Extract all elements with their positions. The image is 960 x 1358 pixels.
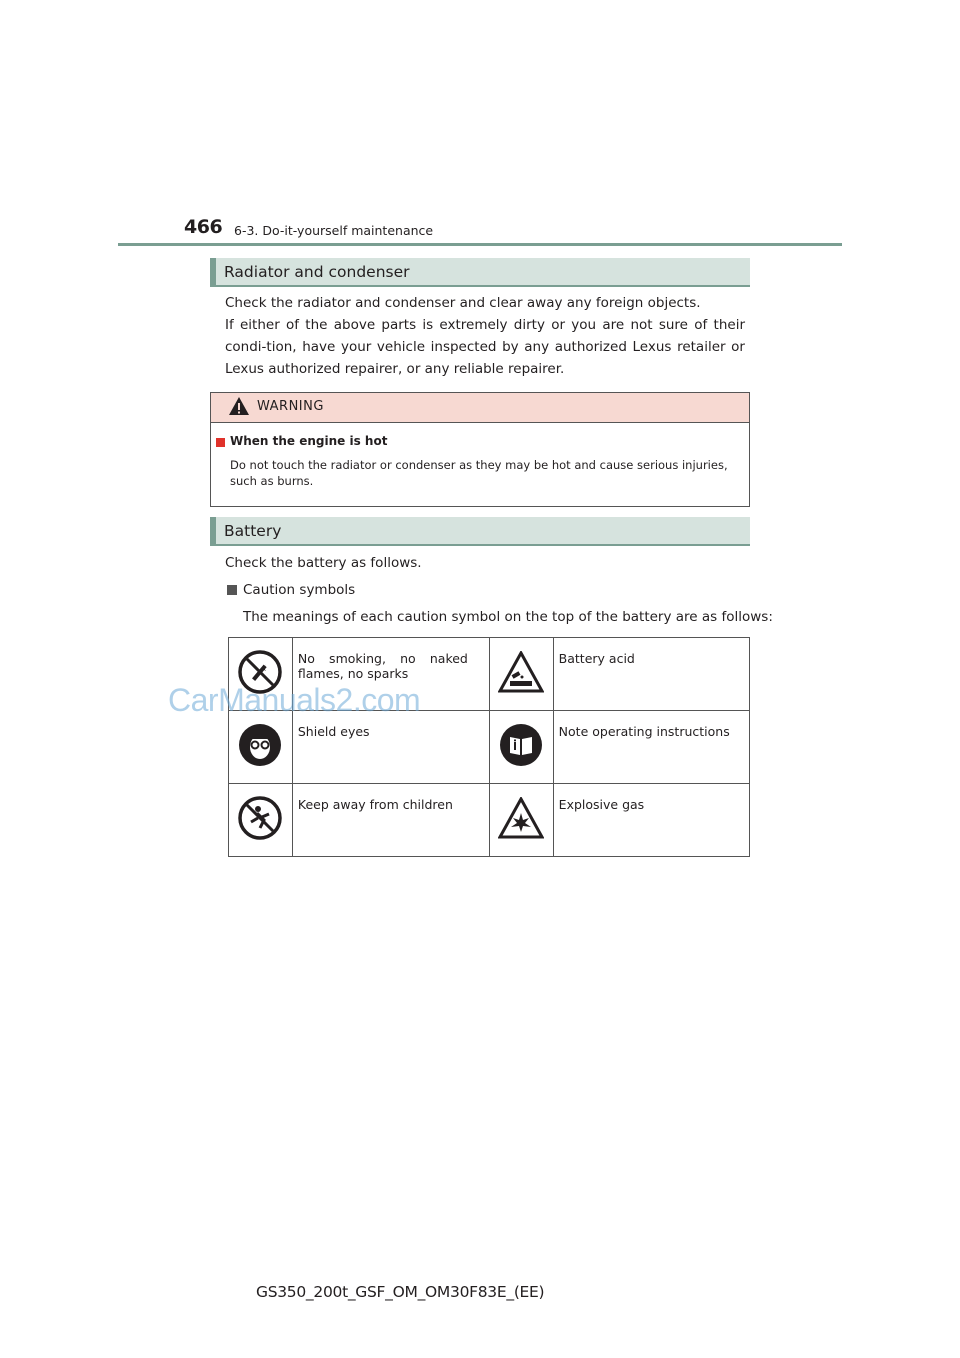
battery-heading-text: Battery	[224, 522, 282, 540]
warning-bullet-icon	[216, 438, 225, 447]
radiator-line2: If either of the above parts is extremely dirty or you are not sure of their condi-tion, have your vehicle inspected by any authorized Lexus retailer or Lexus authorized repairer, or any reliable repairer.	[225, 317, 745, 377]
symbol-text: Note operating instructions	[553, 711, 749, 784]
warning-box	[210, 392, 750, 507]
header-rule	[118, 243, 842, 246]
warning-text: Do not touch the radiator or condenser as they may be hot and cause serious injuries, such as burns.	[230, 458, 728, 488]
caution-symbols-table	[228, 637, 750, 857]
symbol-text: Battery acid	[553, 638, 749, 711]
table-row	[229, 711, 750, 784]
warning-triangle-icon	[228, 396, 250, 416]
watermark: CarManuals2.com	[168, 682, 421, 718]
symbol-cell	[489, 784, 553, 857]
symbol-cell	[489, 711, 553, 784]
keep-away-children-icon	[238, 796, 282, 840]
caution-symbols-heading: Caution symbols	[243, 582, 356, 598]
operating-instructions-icon	[499, 723, 543, 767]
warning-title: When the engine is hot	[230, 434, 388, 448]
symbol-text: Explosive gas	[553, 784, 749, 857]
shield-eyes-icon	[238, 723, 282, 767]
section-breadcrumb: 6-3. Do-it-yourself maintenance	[234, 223, 434, 238]
symbol-text: Shield eyes	[292, 711, 489, 784]
symbol-text: No smoking, no naked flames, no sparks	[292, 638, 489, 711]
document-code-footer: GS350_200t_GSF_OM_OM30F83E_(EE)	[256, 1283, 545, 1301]
battery-acid-icon	[498, 651, 544, 693]
battery-intro: Check the battery as follows.	[225, 555, 422, 571]
symbol-cell	[229, 784, 293, 857]
radiator-line1: Check the radiator and condenser and clear away any foreign objects.	[225, 295, 701, 311]
battery-heading	[210, 517, 750, 546]
symbol-text: Keep away from children	[292, 784, 489, 857]
bullet-square-icon	[227, 585, 237, 595]
radiator-heading	[210, 258, 750, 287]
symbol-cell	[489, 638, 553, 711]
symbol-cell	[229, 711, 293, 784]
radiator-heading-text: Radiator and condenser	[224, 263, 410, 281]
page-number: 466	[184, 216, 223, 238]
warning-header	[211, 393, 749, 423]
warning-label: WARNING	[257, 399, 324, 414]
explosive-gas-icon	[498, 797, 544, 839]
caution-symbols-text: The meanings of each caution symbol on the top of the battery are as follows:	[243, 609, 773, 625]
table-row	[229, 784, 750, 857]
